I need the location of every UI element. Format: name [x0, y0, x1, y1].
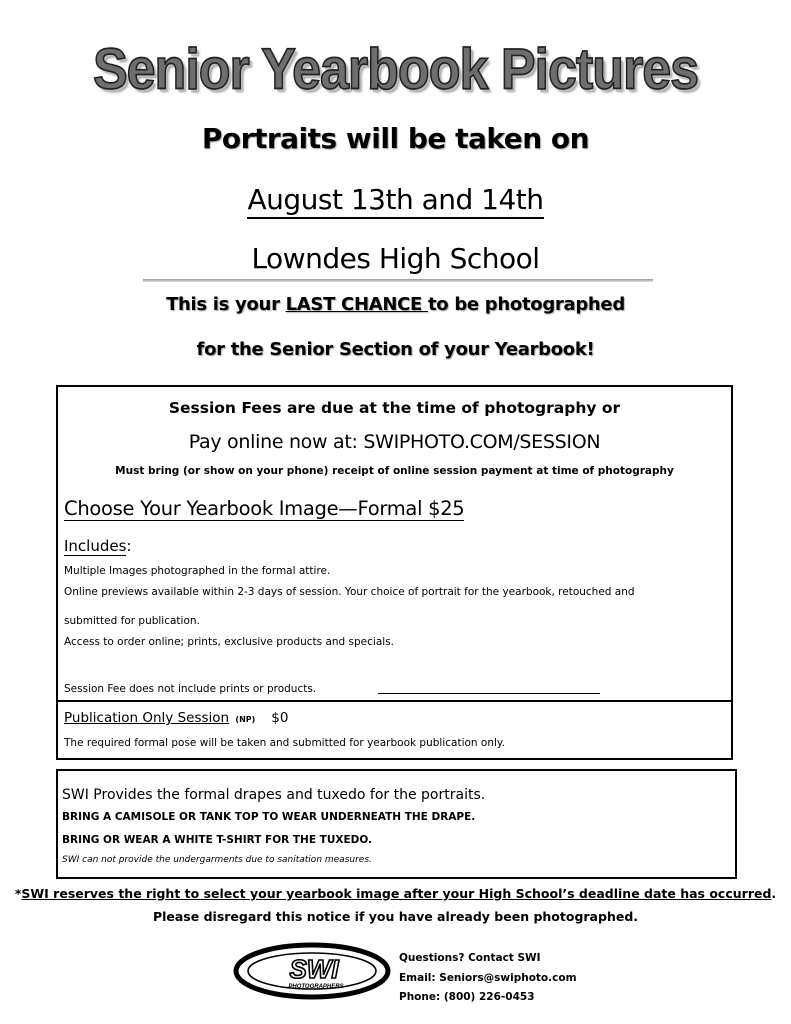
include-item: Access to order online; prints, exclusive products and specials. — [64, 636, 394, 648]
last-chance-suffix: to be photographed — [427, 294, 625, 315]
fee-note-underline — [378, 693, 600, 694]
last-chance-prefix: This is your — [166, 294, 286, 315]
include-item: Online previews available within 2-3 days of session. Your choice of portrait for the yearbook, retouched and — [64, 586, 635, 598]
page-title: Senior Yearbook Pictures — [92, 38, 699, 102]
includes-label-text: Includes — [64, 537, 127, 555]
include-item: submitted for publication. — [64, 615, 200, 627]
drapes-box — [56, 769, 737, 879]
fees-due-text: Session Fees are due at the time of photography or — [168, 399, 621, 417]
logo-text: SWI — [289, 954, 339, 984]
publication-code: (NP) — [235, 715, 256, 724]
logo-subtext: PHOTOGRAPHERS — [288, 984, 344, 990]
last-chance-line — [0, 294, 791, 315]
portrait-date-text: August 13th and 14th — [247, 183, 543, 219]
reserve-period: . — [771, 886, 777, 901]
receipt-note: Must bring (or show on your phone) receipt of online session payment at time of photography — [115, 465, 674, 477]
reserve-star: * — [14, 886, 22, 901]
portrait-date — [0, 183, 791, 216]
session-fee-note: Session Fee does not include prints or products. — [64, 683, 317, 695]
formal-package-title — [64, 497, 464, 520]
publication-price: $0 — [271, 710, 289, 726]
include-item: Multiple Images photographed in the formal attire. — [64, 565, 331, 577]
senior-section-line: for the Senior Section of your Yearbook! — [196, 339, 595, 360]
disregard-notice: Please disregard this notice if you have already been photographed. — [152, 909, 639, 924]
contact-email[interactable]: Email: Seniors@swiphoto.com — [399, 972, 577, 984]
title-divider — [143, 279, 653, 282]
tshirt-instruction: BRING OR WEAR A WHITE T-SHIRT FOR THE TUXEDO. — [62, 834, 373, 846]
undergarments-note: SWI can not provide the undergarments due to sanitation measures. — [62, 855, 372, 865]
publication-only-line — [64, 710, 288, 726]
session-fees-box — [56, 385, 733, 702]
portraits-line: Portraits will be taken on — [201, 122, 590, 155]
publication-note: The required formal pose will be taken and submitted for yearbook publication only. — [64, 737, 505, 749]
publication-only-label: Publication Only Session — [64, 710, 230, 726]
publication-only-box — [56, 698, 733, 760]
includes-colon: : — [126, 537, 132, 555]
pay-online-text: Pay online now at: SWIPHOTO.COM/SESSION — [188, 431, 601, 453]
drapes-provided-text: SWI Provides the formal drapes and tuxedo for the portraits. — [62, 787, 486, 803]
last-chance-emphasis: LAST CHANCE — [285, 294, 428, 315]
formal-package-title-text: Choose Your Yearbook Image—Formal $25 — [64, 497, 465, 520]
includes-label — [64, 537, 131, 555]
school-name: Lowndes High School — [251, 242, 540, 275]
contact-questions: Questions? Contact SWI — [399, 952, 541, 964]
reserve-text: SWI reserves the right to select your yearbook image after your High School’s deadline date has occurred — [21, 886, 772, 901]
swi-logo — [232, 942, 392, 1000]
reserve-notice — [0, 886, 791, 901]
camisole-instruction: BRING A CAMISOLE OR TANK TOP TO WEAR UNDERNEATH THE DRAPE. — [62, 811, 476, 823]
contact-phone: Phone: (800) 226-0453 — [399, 991, 535, 1003]
